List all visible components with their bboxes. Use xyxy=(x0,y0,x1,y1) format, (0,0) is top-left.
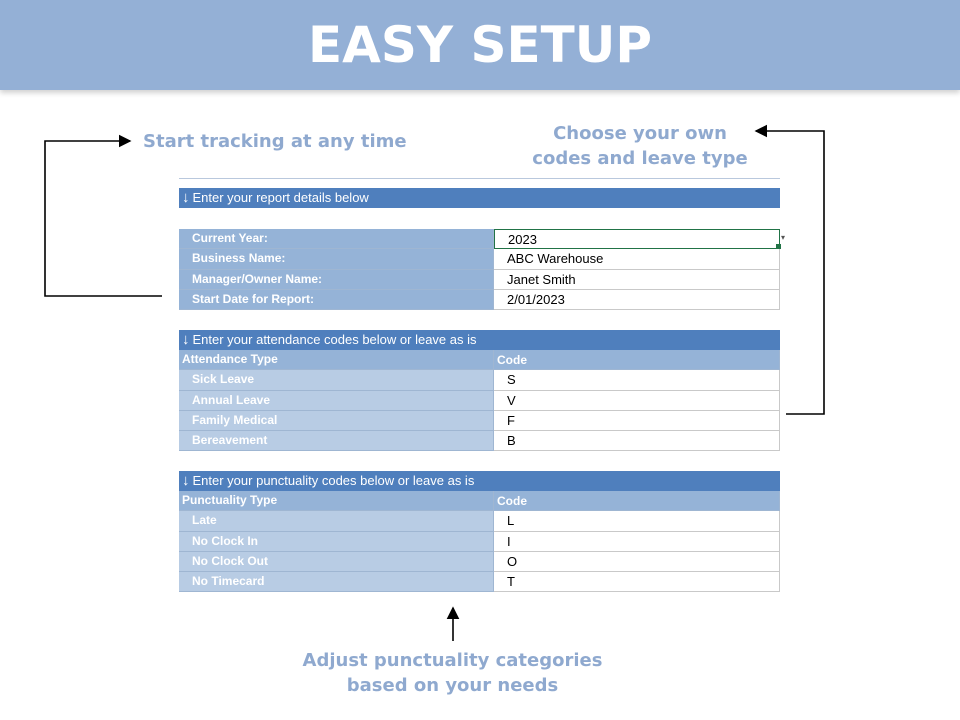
punctuality-code-input[interactable]: I xyxy=(494,532,780,552)
field-label: Business Name: xyxy=(179,249,494,269)
punctuality-header xyxy=(179,471,780,491)
table-row xyxy=(179,532,780,552)
punctuality-code-input[interactable]: T xyxy=(494,572,780,592)
table-row xyxy=(179,511,780,531)
table-row xyxy=(179,249,780,269)
punctuality-code-input[interactable]: O xyxy=(494,552,780,572)
start-date-input[interactable]: 2/01/2023 xyxy=(494,290,780,310)
table-row xyxy=(179,290,780,310)
callout-adjust-punctuality xyxy=(290,648,615,698)
punctuality-column-headers xyxy=(179,491,780,511)
report-details-section xyxy=(179,188,780,208)
business-name-input[interactable]: ABC Warehouse xyxy=(494,249,780,269)
field-label: Manager/Owner Name: xyxy=(179,270,494,290)
attendance-code-input[interactable]: B xyxy=(494,431,780,451)
down-arrow-icon: ↓ xyxy=(182,472,190,489)
table-row xyxy=(179,431,780,451)
table-row xyxy=(179,370,780,390)
column-header-type: Attendance Type xyxy=(179,350,494,370)
section-header-text: Enter your punctuality codes below or leave as is xyxy=(192,473,475,488)
callout-choose-codes xyxy=(525,121,755,171)
attendance-type-label: Annual Leave xyxy=(179,391,494,411)
callout-line: codes and leave type xyxy=(532,148,748,169)
section-header-text: Enter your attendance codes below or leave as is xyxy=(192,332,477,347)
column-header-type: Punctuality Type xyxy=(179,491,494,511)
report-details-table xyxy=(179,229,786,310)
callout-line: Adjust punctuality categories xyxy=(302,650,603,671)
table-row xyxy=(179,391,780,411)
field-label: Start Date for Report: xyxy=(179,290,494,310)
field-label: Current Year: xyxy=(179,229,494,249)
dropdown-icon[interactable]: ▾ xyxy=(781,233,786,242)
down-arrow-icon: ↓ xyxy=(182,189,190,206)
section-header-text: Enter your report details below xyxy=(192,190,369,205)
attendance-section xyxy=(179,330,780,451)
table-row xyxy=(179,411,780,431)
table-row xyxy=(179,229,786,249)
punctuality-type-label: No Timecard xyxy=(179,572,494,592)
column-header-code: Code xyxy=(494,491,780,511)
attendance-column-headers xyxy=(179,350,780,370)
attendance-code-input[interactable]: S xyxy=(494,370,780,390)
attendance-type-label: Bereavement xyxy=(179,431,494,451)
down-arrow-icon: ↓ xyxy=(182,331,190,348)
column-header-code: Code xyxy=(494,350,780,370)
banner-title: EASY SETUP xyxy=(308,16,652,74)
attendance-type-label: Family Medical xyxy=(179,411,494,431)
callout-line: Choose your own xyxy=(553,123,727,144)
callout-start-tracking: Start tracking at any time xyxy=(143,131,407,152)
current-year-select[interactable]: 2023 xyxy=(494,229,780,249)
table-row xyxy=(179,572,780,592)
sheet-divider xyxy=(179,178,780,179)
attendance-code-input[interactable]: F xyxy=(494,411,780,431)
table-row xyxy=(179,552,780,572)
report-details-header xyxy=(179,188,780,208)
punctuality-type-label: No Clock In xyxy=(179,532,494,552)
attendance-type-label: Sick Leave xyxy=(179,370,494,390)
table-row xyxy=(179,270,780,290)
fill-handle[interactable] xyxy=(776,244,781,249)
title-banner xyxy=(0,0,960,90)
manager-name-input[interactable]: Janet Smith xyxy=(494,270,780,290)
punctuality-section xyxy=(179,471,780,592)
punctuality-type-label: Late xyxy=(179,511,494,531)
callout-line: based on your needs xyxy=(346,675,559,696)
punctuality-type-label: No Clock Out xyxy=(179,552,494,572)
attendance-code-input[interactable]: V xyxy=(494,391,780,411)
arrow-left-icon xyxy=(45,141,162,296)
attendance-header xyxy=(179,330,780,350)
punctuality-code-input[interactable]: L xyxy=(494,511,780,531)
